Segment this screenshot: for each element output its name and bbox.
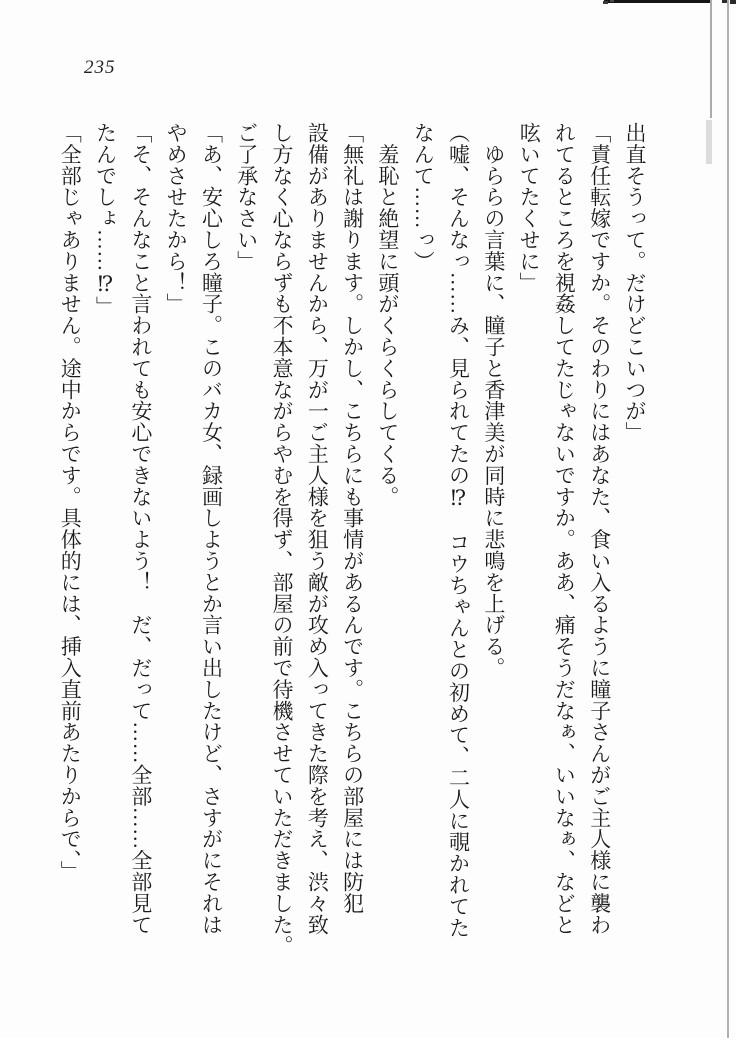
text-line: し方なく心ならずも不本意ながらやむを得ず、部屋の前で待機させていただきました。	[270, 122, 295, 957]
text-line: ご了承なさい」	[234, 122, 259, 272]
text-line: （嘘、そんなっ……み、見られてたの⁉ コウちゃんとの初めて、二人に覗かれてた	[446, 122, 471, 939]
text-line: ゆららの言葉に、瞳子と香津美が同時に悲鳴を上げる。	[481, 122, 506, 679]
text-line: 「あ、安心しろ瞳子。このバカ女、録画しようとか言い出したけど、さすがにそれは	[199, 122, 224, 936]
text-line: 呟いてたくせに」	[517, 122, 542, 294]
text-line: れてるところを視姦してたじゃないですか。ああ、痛そうだなぁ、いいなぁ、などと	[552, 122, 577, 936]
scan-artifact-dot	[610, 0, 614, 2]
text-line: 「責任転嫁ですか。そのわりにはあなた、食い入るように瞳子さんがご主人様に襲わ	[587, 122, 612, 936]
text-line: やめさせたから！」	[164, 122, 189, 315]
page-text	[52, 122, 652, 974]
page-edge-shadow	[727, 0, 729, 1038]
scan-artifact-dot	[603, 1, 608, 4]
text-line: 羞恥と絶望に頭がくらくらしてくる。	[375, 122, 400, 508]
scan-artifact-top-rule	[604, 0, 712, 3]
text-line: 「そ、そんなこと言われても安心できないよう！ だ、だって……全部……全部見て	[128, 122, 153, 936]
scan-artifact-edge-line	[710, 0, 712, 118]
text-line: 出直そうって。だけどこいつが」	[623, 122, 647, 443]
text-line: 「全部じゃありません。途中からです。具体的には、挿入直前あたりからで、」	[58, 122, 83, 882]
scan-artifact-smudge	[706, 120, 712, 164]
scan-artifact-corner-dash	[730, 0, 736, 4]
text-line: 「無礼は謝ります。しかし、こちらにも事情があるんです。こちらの部屋には防犯	[340, 122, 365, 914]
text-line: なんて……っ）	[411, 122, 436, 272]
page-number: 235	[84, 57, 116, 78]
text-line: 設備がありませんから、万が一ご主人様を狙う敵が攻め入ってきた際を考え、渋々致	[305, 122, 330, 936]
text-line: たんでしょ……⁉」	[93, 122, 118, 318]
